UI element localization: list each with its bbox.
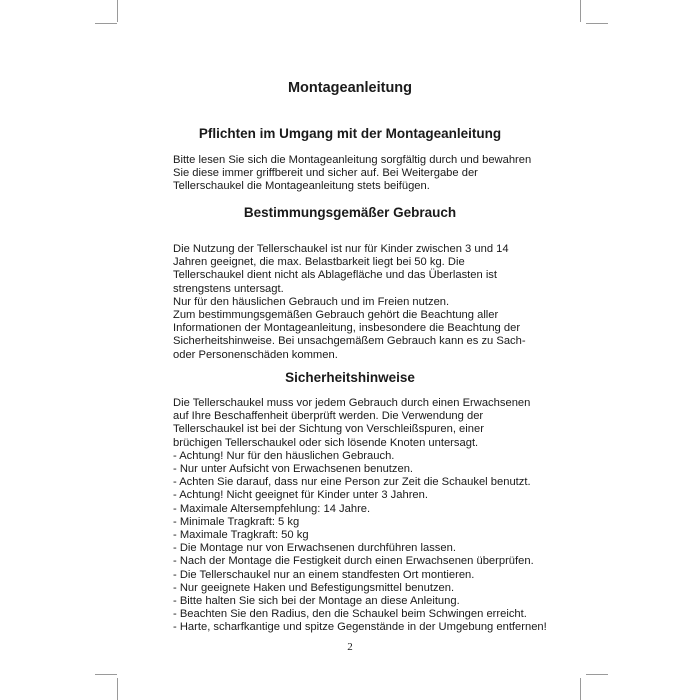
text-line: Die Nutzung der Tellerschaukel ist nur für Kinder zwischen 3 und 14 xyxy=(173,243,509,255)
list-item: - Die Tellerschaukel nur an einem standfesten Ort montieren. xyxy=(173,568,475,581)
text-line: Die Tellerschaukel muss vor jedem Gebrauch durch einen Erwachsenen xyxy=(173,397,531,409)
text-line: Informationen der Montageanleitung, insbesondere die Beachtung der xyxy=(173,322,521,335)
list-item: - Die Montage nur von Erwachsenen durchführen lassen. xyxy=(173,542,456,555)
crop-mark-bottom-right-vertical xyxy=(580,678,581,700)
crop-mark-top-right-vertical xyxy=(580,0,581,22)
crop-mark-top-left-vertical xyxy=(117,0,118,22)
list-item: - Maximale Tragkraft: 50 kg xyxy=(173,529,309,542)
text-line: oder Personenschäden kommen. xyxy=(173,348,338,361)
section-body-pflichten xyxy=(173,154,543,194)
list-item: - Nur geeignete Haken und Befestigungsmittel benutzen. xyxy=(173,581,455,594)
list-item: - Minimale Tragkraft: 5 kg xyxy=(173,515,300,528)
list-item: - Nach der Montage die Festigkeit durch einen Erwachsenen überprüfen. xyxy=(173,555,534,568)
text-line: Tellerschaukel dient nicht als Ablagefläche und das Überlasten ist xyxy=(173,269,498,282)
text-line: Tellerschaukel die Montageanleitung stets beifügen. xyxy=(173,180,430,193)
text-line: Bitte lesen Sie sich die Montageanleitung sorgfältig durch und bewahren xyxy=(173,154,532,166)
list-item: - Harte, scharfkantige und spitze Gegenstände in der Umgebung entfernen! xyxy=(173,621,547,634)
list-item: - Achten Sie darauf, dass nur eine Person zur Zeit die Schaukel benutzt. xyxy=(173,476,531,489)
text-line: Nur für den häuslichen Gebrauch und im Freien nutzen. xyxy=(173,295,450,308)
text-line: Sicherheitshinweise. Bei unsachgemäßem Gebrauch kann es zu Sach- xyxy=(173,335,526,348)
text-line: brüchigen Tellerschaukel oder sich lösende Knoten untersagt. xyxy=(173,436,479,449)
list-item: - Maximale Altersempfehlung: 14 Jahre. xyxy=(173,502,371,515)
list-item: - Achtung! Nur für den häuslichen Gebrauch. xyxy=(173,449,395,462)
list-item: - Beachten Sie den Radius, den die Schaukel beim Schwingen erreicht. xyxy=(173,608,527,621)
crop-mark-top-right-horizontal xyxy=(586,23,608,24)
crop-mark-bottom-left-vertical xyxy=(117,678,118,700)
document-title: Montageanleitung xyxy=(287,80,413,96)
text-line: Tellerschaukel ist bei der Sichtung von Verschleißspuren, einer xyxy=(173,423,484,436)
section-body-gebrauch xyxy=(173,243,543,362)
text-line: auf Ihre Beschaffenheit überprüft werden. Die Verwendung der xyxy=(173,410,484,423)
section-heading-pflichten: Pflichten im Umgang mit der Montageanleitung xyxy=(198,126,502,141)
section-heading-gebrauch: Bestimmungsgemäßer Gebrauch xyxy=(243,205,457,220)
text-line: strengstens untersagt. xyxy=(173,282,284,295)
section-body-sicherheit xyxy=(173,397,547,635)
crop-mark-top-left-horizontal xyxy=(95,23,117,24)
list-item: - Nur unter Aufsicht von Erwachsenen benutzen. xyxy=(173,463,414,476)
text-line: Jahren geeignet, die max. Belastbarkeit liegt bei 50 kg. Die xyxy=(173,256,465,269)
list-item: - Achtung! Nicht geeignet für Kinder unter 3 Jahren. xyxy=(173,489,428,502)
text-line: Zum bestimmungsgemäßen Gebrauch gehört die Beachtung aller xyxy=(173,309,499,322)
page-number: 2 xyxy=(347,641,353,653)
text-line: Sie diese immer griffbereit und sicher auf. Bei Weitergabe der xyxy=(173,167,478,180)
crop-mark-bottom-left-horizontal xyxy=(95,674,117,675)
section-heading-sicherheit: Sicherheitshinweise xyxy=(285,370,415,385)
crop-mark-bottom-right-horizontal xyxy=(586,674,608,675)
list-item: - Bitte halten Sie sich bei der Montage an diese Anleitung. xyxy=(173,595,460,608)
